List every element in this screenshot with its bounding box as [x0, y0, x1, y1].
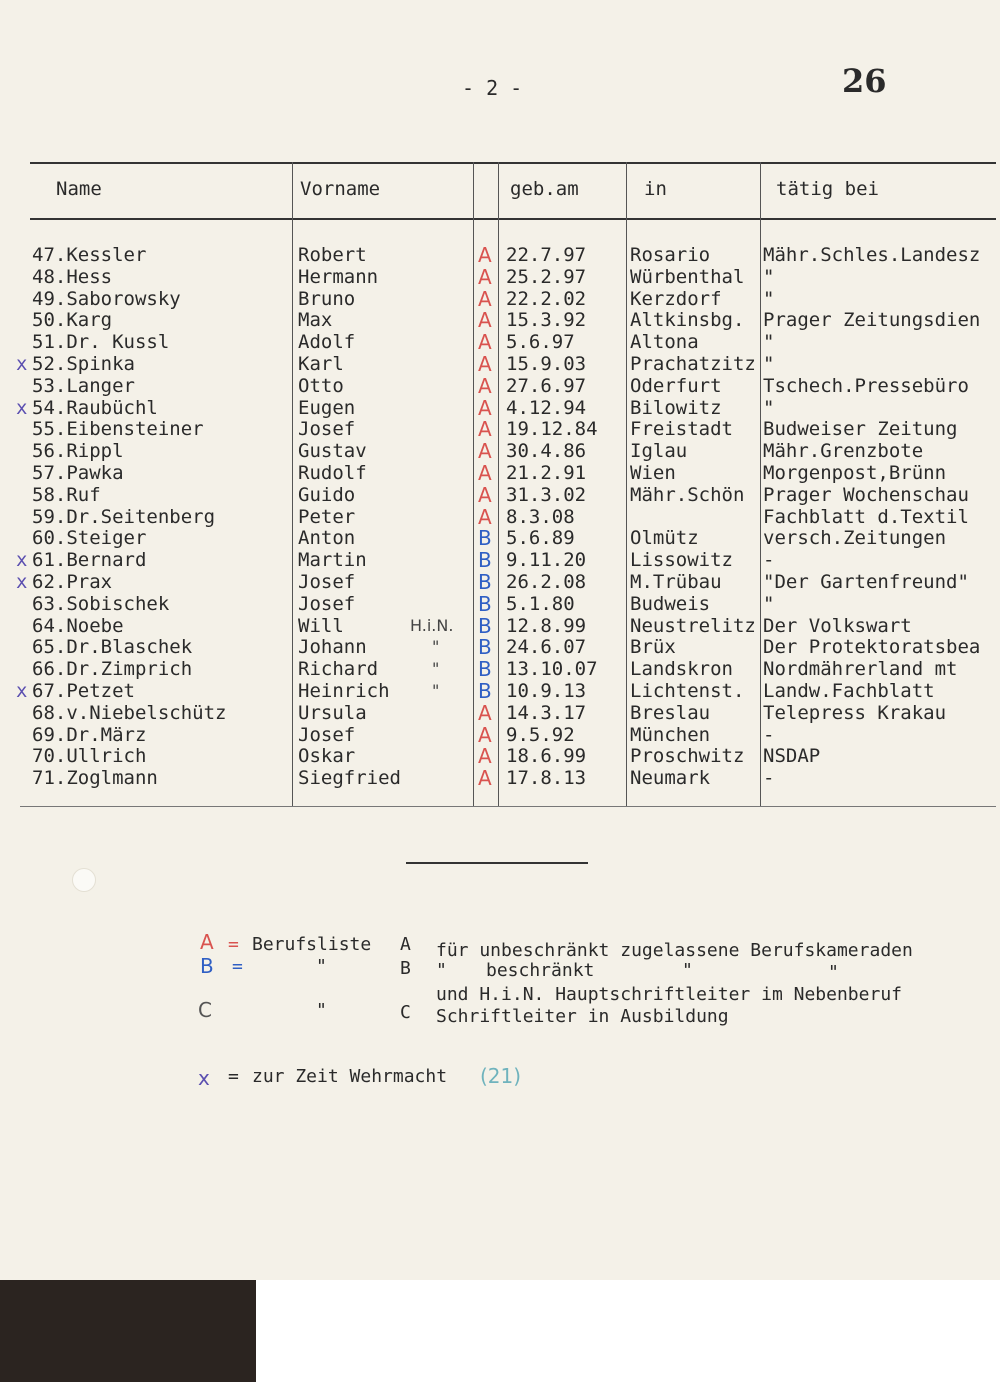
- cell-vorname: Adolf: [298, 331, 356, 354]
- cell-vorname: Bruno: [298, 287, 356, 310]
- legend-a-letter: A: [400, 934, 411, 955]
- cell-vorname: Josef: [298, 571, 356, 593]
- cell-geb-am: 27.6.97: [506, 374, 587, 397]
- cell-name: 67.Petzet: [32, 680, 135, 702]
- cell-geb-am: 24.6.07: [506, 636, 587, 659]
- cell-note: ": [432, 637, 440, 657]
- cell-geb-am: 14.3.17: [506, 701, 587, 724]
- cell-list: A: [478, 243, 492, 267]
- cell-vorname: Hermann: [298, 265, 379, 288]
- cell-list: B: [478, 591, 492, 616]
- cell-in: Neumark: [630, 767, 711, 790]
- cell-list: A: [478, 352, 492, 376]
- cell-taetig-bei: ": [763, 265, 775, 288]
- cell-geb-am: 13.10.07: [506, 658, 598, 681]
- cell-vorname: Martin: [298, 549, 367, 572]
- cell-list: A: [478, 373, 492, 398]
- cell-geb-am: 5.6.97: [506, 331, 575, 354]
- cell-in: Freistadt: [630, 418, 733, 441]
- header-taetig-bei: tätig bei: [776, 178, 879, 200]
- wehrmacht-cross: x: [16, 680, 28, 702]
- cell-list: A: [478, 439, 492, 464]
- cell-in: Mähr.Schön: [630, 483, 745, 506]
- cell-list: B: [478, 613, 492, 638]
- legend-b-ditto: ": [828, 962, 839, 983]
- cell-list: B: [478, 526, 492, 551]
- page-number: - 2 -: [462, 76, 523, 100]
- cell-name: 57.Pawka: [32, 462, 124, 484]
- cell-in: Olmütz: [630, 527, 699, 550]
- cell-vorname: Johann: [298, 636, 367, 659]
- cell-taetig-bei: Landw.Fachblatt: [763, 680, 935, 702]
- cell-taetig-bei: -: [763, 767, 775, 790]
- cell-in: Proschwitz: [630, 745, 745, 768]
- cell-vorname: Otto: [298, 374, 344, 397]
- legend-b-desc: beschränkt: [486, 960, 595, 981]
- cell-geb-am: 12.8.99: [506, 614, 587, 637]
- cell-in: Bilowitz: [630, 396, 722, 419]
- cell-geb-am: 19.12.84: [506, 418, 598, 441]
- column-divider: [760, 162, 761, 806]
- cell-geb-am: 15.9.03: [506, 353, 587, 375]
- cell-list: B: [478, 635, 492, 660]
- cell-taetig-bei: "Der Gartenfreund": [763, 571, 969, 593]
- legend-c-ditto: ": [316, 1000, 327, 1021]
- cell-in: Landskron: [630, 658, 733, 681]
- cell-vorname: Siegfried: [298, 767, 401, 790]
- cell-geb-am: 18.6.99: [506, 745, 587, 768]
- cell-geb-am: 31.3.02: [506, 483, 587, 506]
- column-divider: [292, 162, 293, 806]
- legend-c-desc: Schriftleiter in Ausbildung: [436, 1006, 729, 1027]
- cell-name: 63.Sobischek: [32, 592, 170, 615]
- cell-name: 70.Ullrich: [32, 745, 147, 768]
- table-header-rule: [30, 218, 996, 220]
- cell-note: ": [432, 659, 440, 679]
- cell-taetig-bei: Morgenpost,Brünn: [763, 462, 947, 484]
- cell-note: ": [432, 681, 440, 700]
- cell-in: Brüx: [630, 636, 676, 659]
- cell-list: A: [478, 744, 492, 769]
- cell-vorname: Josef: [298, 592, 356, 615]
- legend-x-mark: x: [198, 1066, 210, 1090]
- header-vorname: Vorname: [300, 178, 381, 200]
- cell-in: Breslau: [630, 701, 711, 724]
- cell-vorname: Guido: [298, 483, 356, 506]
- punch-hole: [72, 868, 96, 892]
- cell-taetig-bei: versch.Zeitungen: [763, 527, 947, 550]
- cell-taetig-bei: ": [763, 287, 775, 310]
- legend-a-text: Berufsliste: [252, 934, 372, 955]
- cell-geb-am: 5.1.80: [506, 592, 575, 615]
- cell-geb-am: 30.4.86: [506, 440, 587, 463]
- cell-taetig-bei: ": [763, 331, 775, 354]
- cell-list: B: [478, 679, 492, 703]
- legend-b-mark: B: [200, 954, 214, 978]
- cell-geb-am: 4.12.94: [506, 396, 587, 419]
- cell-list: A: [478, 482, 492, 507]
- cell-name: 48.Hess: [32, 265, 113, 288]
- cell-geb-am: 22.2.02: [506, 287, 587, 310]
- cell-name: 50.Karg: [32, 309, 113, 332]
- legend-b-letter: B: [400, 958, 411, 979]
- legend-b-ditto: ": [316, 956, 327, 977]
- cell-geb-am: 9.11.20: [506, 549, 587, 572]
- cell-taetig-bei: ": [763, 592, 775, 615]
- cell-in: Prachatzitz: [630, 353, 756, 375]
- cell-taetig-bei: Nordmährerland mt: [763, 658, 958, 681]
- cell-vorname: Karl: [298, 353, 344, 375]
- wehrmacht-cross: x: [16, 353, 28, 375]
- cell-taetig-bei: Tschech.Pressebüro: [763, 374, 969, 397]
- cell-name: 68.v.Niebelschütz: [32, 701, 227, 724]
- cell-in: Wien: [630, 462, 676, 484]
- cell-name: 54.Raubüchl: [32, 396, 158, 419]
- separator-rule: [406, 862, 588, 864]
- cell-vorname: Gustav: [298, 440, 367, 463]
- cell-geb-am: 26.2.08: [506, 571, 587, 593]
- cell-vorname: Rudolf: [298, 462, 367, 484]
- legend-c-letter: C: [400, 1002, 411, 1023]
- cell-list: A: [478, 766, 492, 791]
- cell-geb-am: 25.2.97: [506, 265, 587, 288]
- legend-c-mark: C: [198, 998, 212, 1022]
- cell-in: Würbenthal: [630, 265, 745, 288]
- cell-list: B: [478, 548, 492, 573]
- cell-list: A: [478, 461, 492, 485]
- cell-list: A: [478, 264, 492, 289]
- cell-taetig-bei: Prager Zeitungsdien: [763, 309, 981, 332]
- legend-b-ditto: ": [682, 960, 693, 981]
- cell-vorname: Oskar: [298, 745, 356, 768]
- cell-taetig-bei: Der Protektoratsbea: [763, 636, 981, 659]
- legend-x-text: zur Zeit Wehrmacht: [252, 1066, 448, 1087]
- legend-a-desc: für unbeschränkt zugelassene Berufskameraden: [436, 940, 913, 961]
- table-bottom-rule: [20, 806, 996, 807]
- scan-background: [0, 1280, 256, 1382]
- legend-x-equals: =: [228, 1066, 239, 1087]
- cell-list: A: [478, 722, 492, 747]
- legend-a-mark: A: [200, 930, 214, 954]
- cell-geb-am: 9.5.92: [506, 723, 575, 746]
- cell-name: 53.Langer: [32, 374, 135, 397]
- legend-b-desc2: und H.i.N. Hauptschriftleiter im Nebenberuf: [436, 984, 902, 1005]
- cell-in: Kerzdorf: [630, 287, 722, 310]
- legend-a-equals: =: [228, 934, 239, 955]
- cell-taetig-bei: ": [763, 396, 775, 419]
- legend-b-ditto: ": [436, 960, 447, 981]
- cell-note: H.i.N.: [410, 615, 454, 635]
- cell-name: 56.Rippl: [32, 440, 124, 463]
- wehrmacht-cross: x: [16, 549, 28, 572]
- cell-name: 49.Saborowsky: [32, 287, 181, 310]
- cell-vorname: Heinrich: [298, 680, 390, 702]
- cell-geb-am: 17.8.13: [506, 767, 587, 790]
- header-in: in: [644, 178, 667, 200]
- column-divider: [473, 162, 474, 806]
- cell-name: 66.Dr.Zimprich: [32, 658, 193, 681]
- cell-taetig-bei: Der Volkswart: [763, 614, 912, 637]
- cell-in: Altkinsbg.: [630, 309, 745, 332]
- cell-geb-am: 8.3.08: [506, 505, 575, 528]
- cell-vorname: Josef: [298, 723, 356, 746]
- cell-name: 69.Dr.März: [32, 723, 147, 746]
- cell-taetig-bei: Mähr.Grenzbote: [763, 440, 924, 463]
- cell-list: A: [478, 286, 492, 311]
- cell-geb-am: 15.3.92: [506, 309, 587, 332]
- cell-taetig-bei: Fachblatt d.Textil: [763, 505, 969, 528]
- cell-geb-am: 5.6.89: [506, 527, 575, 550]
- cell-in: Iglau: [630, 440, 688, 463]
- column-divider: [626, 162, 627, 806]
- cell-taetig-bei: NSDAP: [763, 745, 821, 768]
- cell-in: Neustrelitz: [630, 614, 756, 637]
- cell-in: Rosario: [630, 244, 711, 266]
- folio-number: 26: [842, 62, 887, 100]
- cell-list: B: [478, 570, 492, 594]
- cell-geb-am: 10.9.13: [506, 680, 587, 702]
- cell-in: München: [630, 723, 711, 746]
- cell-list: A: [478, 417, 492, 442]
- cell-list: A: [478, 504, 492, 529]
- cell-name: 61.Bernard: [32, 549, 147, 572]
- cell-name: 65.Dr.Blaschek: [32, 636, 193, 659]
- cell-vorname: Anton: [298, 527, 356, 550]
- cell-list: A: [478, 395, 492, 420]
- cell-vorname: Max: [298, 309, 333, 332]
- cell-vorname: Richard: [298, 658, 379, 681]
- cell-taetig-bei: Prager Wochenschau: [763, 483, 969, 506]
- cell-list: A: [478, 308, 492, 333]
- cell-taetig-bei: -: [763, 723, 775, 746]
- wehrmacht-count: (21): [480, 1064, 522, 1088]
- cell-taetig-bei: Mähr.Schles.Landesz: [763, 244, 981, 266]
- wehrmacht-cross: x: [16, 571, 28, 593]
- cell-name: 62.Prax: [32, 571, 113, 593]
- cell-in: Lissowitz: [630, 549, 733, 572]
- cell-in: Altona: [630, 331, 699, 354]
- cell-vorname: Will: [298, 614, 344, 637]
- cell-name: 51.Dr. Kussl: [32, 331, 170, 354]
- cell-name: 58.Ruf: [32, 483, 101, 506]
- cell-name: 59.Dr.Seitenberg: [32, 505, 216, 528]
- cell-taetig-bei: ": [763, 353, 775, 375]
- cell-name: 64.Noebe: [32, 614, 124, 637]
- cell-name: 52.Spinka: [32, 353, 135, 375]
- cell-taetig-bei: -: [763, 549, 775, 572]
- cell-name: 55.Eibensteiner: [32, 418, 204, 441]
- cell-vorname: Josef: [298, 418, 356, 441]
- cell-vorname: Robert: [298, 244, 367, 266]
- cell-in: M.Trübau: [630, 571, 722, 593]
- table-top-rule: [30, 162, 996, 164]
- cell-in: Oderfurt: [630, 374, 722, 397]
- cell-name: 47.Kessler: [32, 244, 147, 266]
- cell-list: A: [478, 700, 492, 725]
- cell-geb-am: 21.2.91: [506, 462, 587, 484]
- cell-in: Lichtenst.: [630, 680, 745, 702]
- cell-vorname: Eugen: [298, 396, 356, 419]
- cell-taetig-bei: Budweiser Zeitung: [763, 418, 958, 441]
- column-divider: [498, 162, 499, 806]
- cell-name: 60.Steiger: [32, 527, 147, 550]
- legend-b-equals: =: [232, 956, 243, 977]
- cell-in: Budweis: [630, 592, 711, 615]
- header-name: Name: [56, 178, 102, 200]
- cell-list: B: [478, 657, 492, 682]
- cell-vorname: Ursula: [298, 701, 367, 724]
- cell-taetig-bei: Telepress Krakau: [763, 701, 947, 724]
- wehrmacht-cross: x: [16, 396, 28, 419]
- cell-list: A: [478, 330, 492, 355]
- cell-name: 71.Zoglmann: [32, 767, 158, 790]
- cell-vorname: Peter: [298, 505, 356, 528]
- cell-geb-am: 22.7.97: [506, 244, 587, 266]
- header-geb-am: geb.am: [510, 178, 579, 200]
